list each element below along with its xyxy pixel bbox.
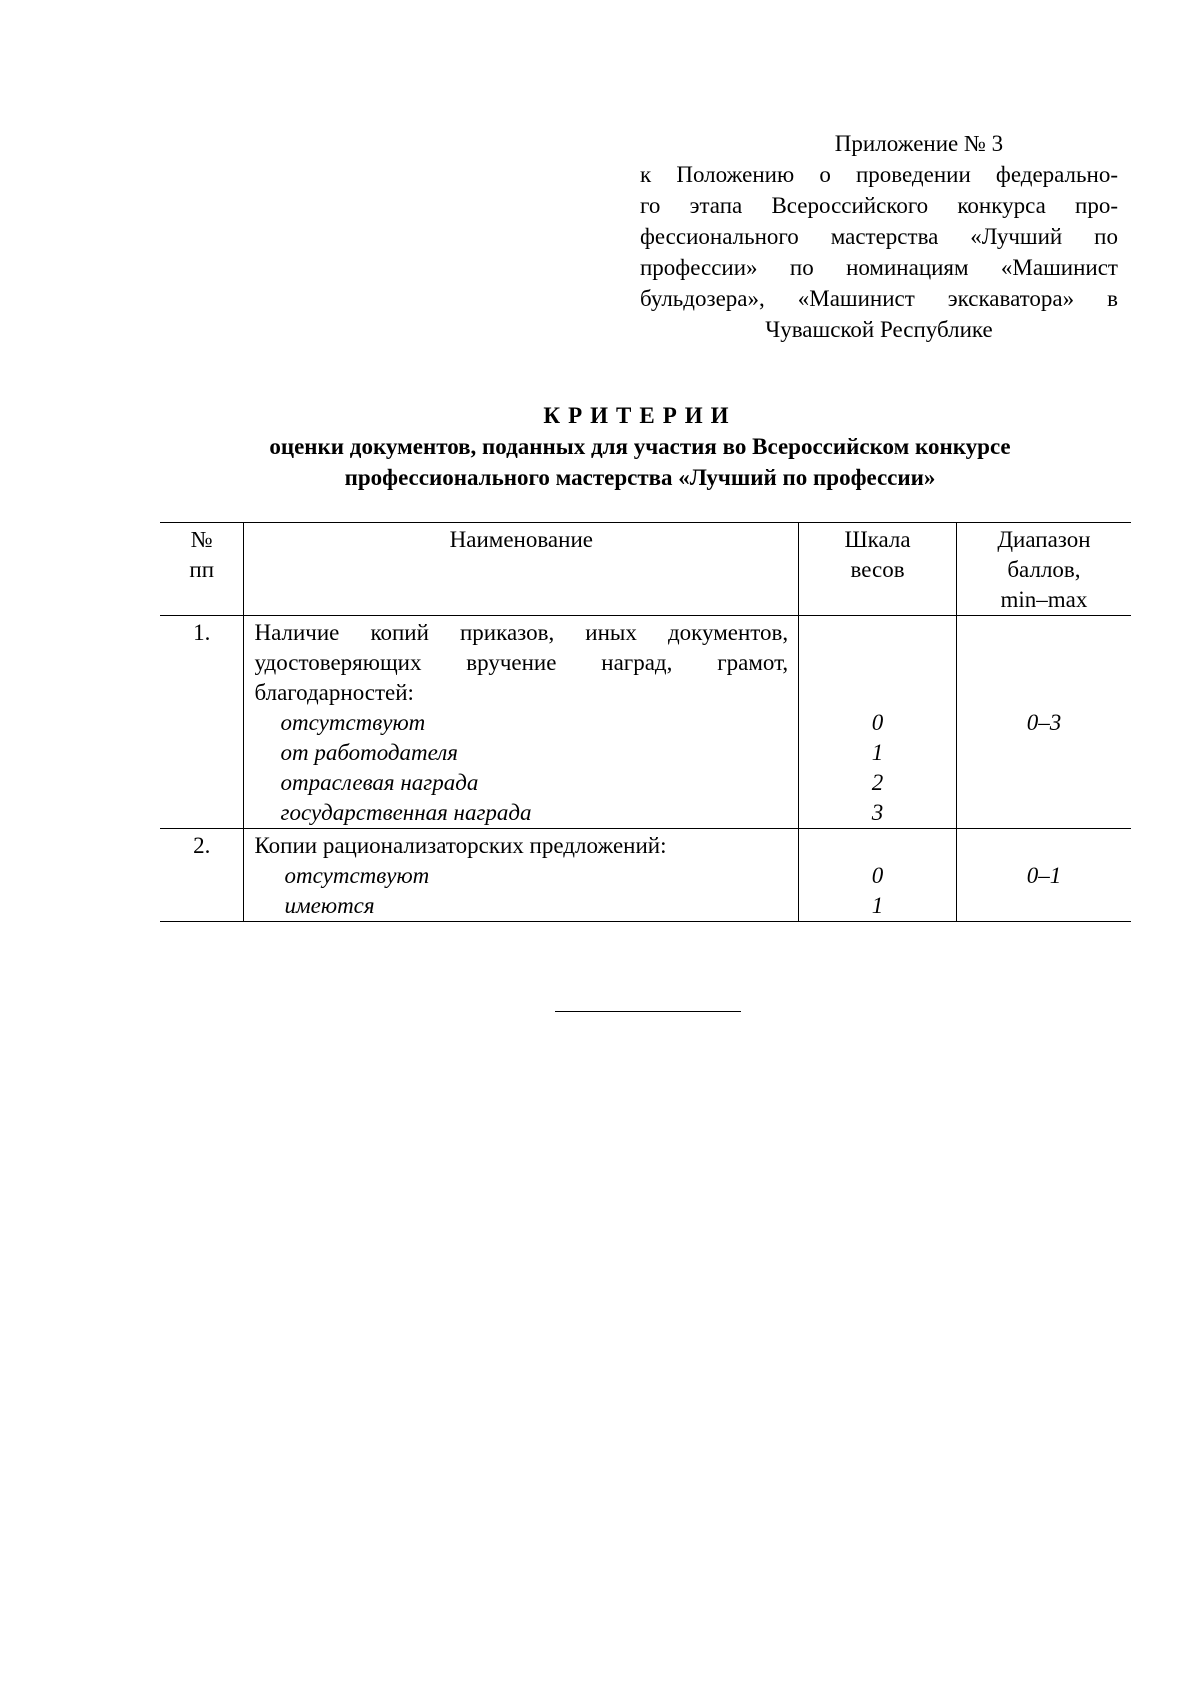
header-num: № пп bbox=[160, 523, 244, 616]
scale-value: 0 bbox=[871, 863, 884, 888]
row-name-cell bbox=[244, 616, 799, 829]
document-heading bbox=[150, 400, 1130, 493]
criterion-option: государственная награда bbox=[280, 800, 532, 825]
criterion-text: удостоверяющих вручение наград, грамот, bbox=[254, 650, 789, 675]
header-scale: Шкала весов bbox=[799, 523, 957, 616]
criterion-option: имеются bbox=[284, 893, 375, 918]
row-scale-cell bbox=[799, 616, 957, 829]
criterion-option: отсутствуют bbox=[284, 863, 430, 888]
scale-value: 1 bbox=[871, 740, 884, 765]
appendix-line: бульдозера», «Машинист экскаватора» в bbox=[640, 286, 1118, 311]
row-range-cell bbox=[956, 616, 1131, 829]
header-name: Наименование bbox=[244, 523, 799, 616]
criterion-option: от работодателя bbox=[280, 740, 458, 765]
table-header-row bbox=[160, 523, 1131, 616]
appendix-block bbox=[640, 128, 1118, 345]
table-row bbox=[160, 616, 1131, 829]
scale-value: 1 bbox=[871, 893, 884, 918]
appendix-line: профессии» по номинациям «Машинист bbox=[640, 255, 1118, 280]
header-range: Диапазон баллов, min–max bbox=[956, 523, 1131, 616]
criteria-table bbox=[160, 522, 1131, 922]
appendix-line: к Положению о проведении федерально- bbox=[640, 162, 1118, 187]
criterion-text: Наличие копий приказов, иных документов, bbox=[254, 620, 789, 645]
heading-title: КРИТЕРИИ bbox=[543, 403, 737, 428]
criterion-text: Копии рационализаторских предложений: bbox=[254, 833, 667, 858]
criterion-option: отсутствуют bbox=[280, 710, 426, 735]
scale-value: 2 bbox=[871, 770, 884, 795]
appendix-title: Приложение № 3 bbox=[834, 131, 1004, 156]
range-value: 0–1 bbox=[1026, 863, 1062, 888]
closing-divider bbox=[555, 1011, 741, 1012]
table-row bbox=[160, 829, 1131, 922]
heading-subtitle-line: профессионального мастерства «Лучший по профессии» bbox=[344, 465, 936, 490]
appendix-line: го этапа Всероссийского конкурса про- bbox=[640, 193, 1118, 218]
appendix-line: Чувашской Республике bbox=[765, 317, 993, 342]
criterion-text: благодарностей: bbox=[254, 680, 414, 705]
row-name-cell bbox=[244, 829, 799, 922]
row-range-cell bbox=[956, 829, 1131, 922]
appendix-line: фессионального мастерства «Лучший по bbox=[640, 224, 1118, 249]
row-number: 2. bbox=[160, 829, 244, 922]
row-number: 1. bbox=[160, 616, 244, 829]
heading-subtitle-line: оценки документов, поданных для участия во Всероссийском конкурсе bbox=[269, 434, 1011, 459]
scale-value: 3 bbox=[871, 800, 884, 825]
criterion-option: отраслевая награда bbox=[280, 770, 479, 795]
scale-value: 0 bbox=[871, 710, 884, 735]
row-scale-cell bbox=[799, 829, 957, 922]
range-value: 0–3 bbox=[1026, 710, 1062, 735]
